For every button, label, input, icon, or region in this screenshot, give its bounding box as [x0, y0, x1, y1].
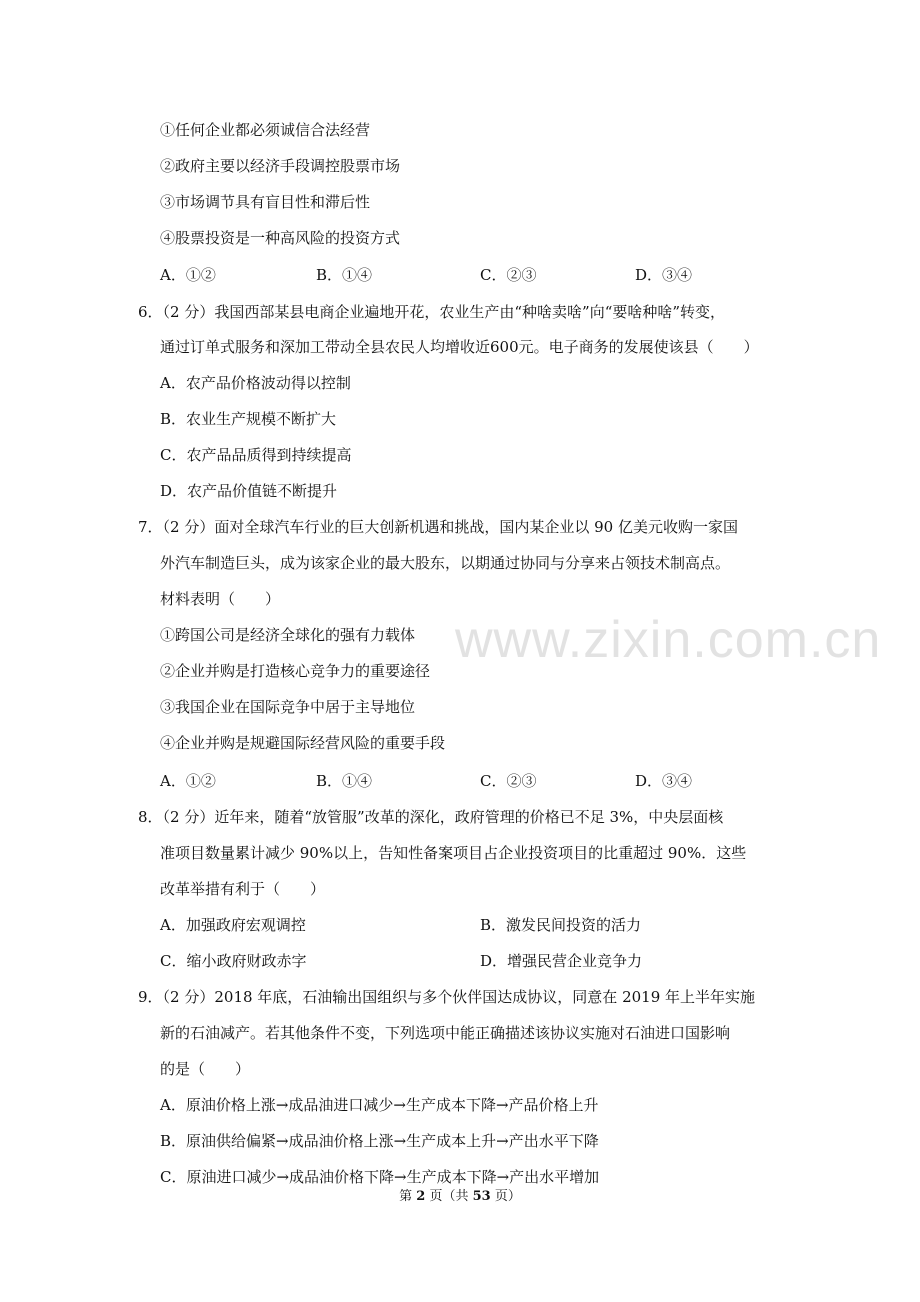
q7-stem-line-1: 7．（2 分）面对全球汽车行业的巨大创新机遇和挑战，国内某企业以 90 亿美元收购一家国 [138, 518, 738, 536]
q8-option-a: A．加强政府宏观调控 [160, 916, 306, 934]
q9-option-b: B．原油供给偏紧→成品油价格上涨→生产成本上升→产出水平下降 [160, 1132, 599, 1150]
q8-option-d: D．增强民营企业竞争力 [480, 952, 643, 970]
q5-option-a: A．①② [160, 266, 216, 284]
footer-page-number: 2 [416, 1189, 426, 1204]
q5-statement-1: ①任何企业都必须诚信合法经营 [160, 121, 371, 139]
watermark: www.zixin.com.cn [455, 611, 882, 669]
q5-statement-4: ④股票投资是一种高风险的投资方式 [160, 229, 401, 247]
q8-stem-line-2: 准项目数量累计减少 90%以上，告知性备案项目占企业投资项目的比重超过 90%．这些 [160, 844, 747, 862]
footer-prefix: 第 [399, 1189, 417, 1204]
q7-stem-line-3: 材料表明（ ） [160, 590, 281, 608]
q7-stem-line-2: 外汽车制造巨头，成为该家企业的最大股东，以期通过协同与分享来占领技术制高点。 [160, 554, 731, 572]
q6-option-d: D．农产品价值链不断提升 [160, 482, 338, 500]
q9-stem-line-1: 9．（2 分）2018 年底，石油输出国组织与多个伙伴国达成协议，同意在 2019 年上半年实施 [138, 988, 756, 1006]
q8-option-c: C．缩小政府财政赤字 [160, 952, 307, 970]
q7-statement-1: ①跨国公司是经济全球化的强有力载体 [160, 626, 416, 644]
q7-statement-4: ④企业并购是规避国际经营风险的重要手段 [160, 734, 446, 752]
q6-option-a: A．农产品价格波动得以控制 [160, 374, 351, 392]
q9-option-c: C．原油进口减少→成品油价格下降→生产成本下降→产出水平增加 [160, 1168, 600, 1186]
q7-option-d: D．③④ [635, 772, 693, 790]
q6-option-b: B．农业生产规模不断扩大 [160, 410, 337, 428]
q6-stem-line-1: 6．（2 分）我国西部某县电商企业遍地开花，农业生产由“种啥卖啥”向“要啥种啥”转变， [138, 303, 726, 321]
q7-option-c: C．②③ [480, 772, 537, 790]
q5-option-c: C．②③ [480, 266, 537, 284]
q8-stem-line-3: 改革举措有利于（ ） [160, 880, 326, 898]
q6-option-c: C．农产品品质得到持续提高 [160, 446, 352, 464]
footer-middle: 页（共 [425, 1189, 473, 1204]
q8-option-b: B．激发民间投资的活力 [480, 916, 642, 934]
q9-option-a: A．原油价格上涨→成品油进口减少→生产成本下降→产品价格上升 [160, 1096, 599, 1114]
q7-statement-2: ②企业并购是打造核心竞争力的重要途径 [160, 662, 431, 680]
q6-stem-line-2: 通过订单式服务和深加工带动全县农民人均增收近600元。电子商务的发展使该县（ ） [160, 338, 759, 356]
q7-option-b: B．①④ [316, 772, 373, 790]
q9-stem-line-2: 新的石油减产。若其他条件不变，下列选项中能正确描述该协议实施对石油进口国影响 [160, 1024, 731, 1042]
q5-option-d: D．③④ [635, 266, 693, 284]
q5-option-b: B．①④ [316, 266, 373, 284]
q5-statement-3: ③市场调节具有盲目性和滞后性 [160, 193, 371, 211]
footer-total-pages: 53 [472, 1189, 491, 1204]
page-footer [0, 1188, 920, 1206]
q9-stem-line-3: 的是（ ） [160, 1060, 251, 1078]
q8-stem-line-1: 8．（2 分）近年来，随着“放管服”改革的深化，政府管理的价格已不足 3%，中央层面核 [138, 808, 724, 826]
q7-statement-3: ③我国企业在国际竞争中居于主导地位 [160, 698, 416, 716]
q7-option-a: A．①② [160, 772, 216, 790]
footer-suffix: 页） [490, 1189, 521, 1204]
q5-statement-2: ②政府主要以经济手段调控股票市场 [160, 157, 401, 175]
